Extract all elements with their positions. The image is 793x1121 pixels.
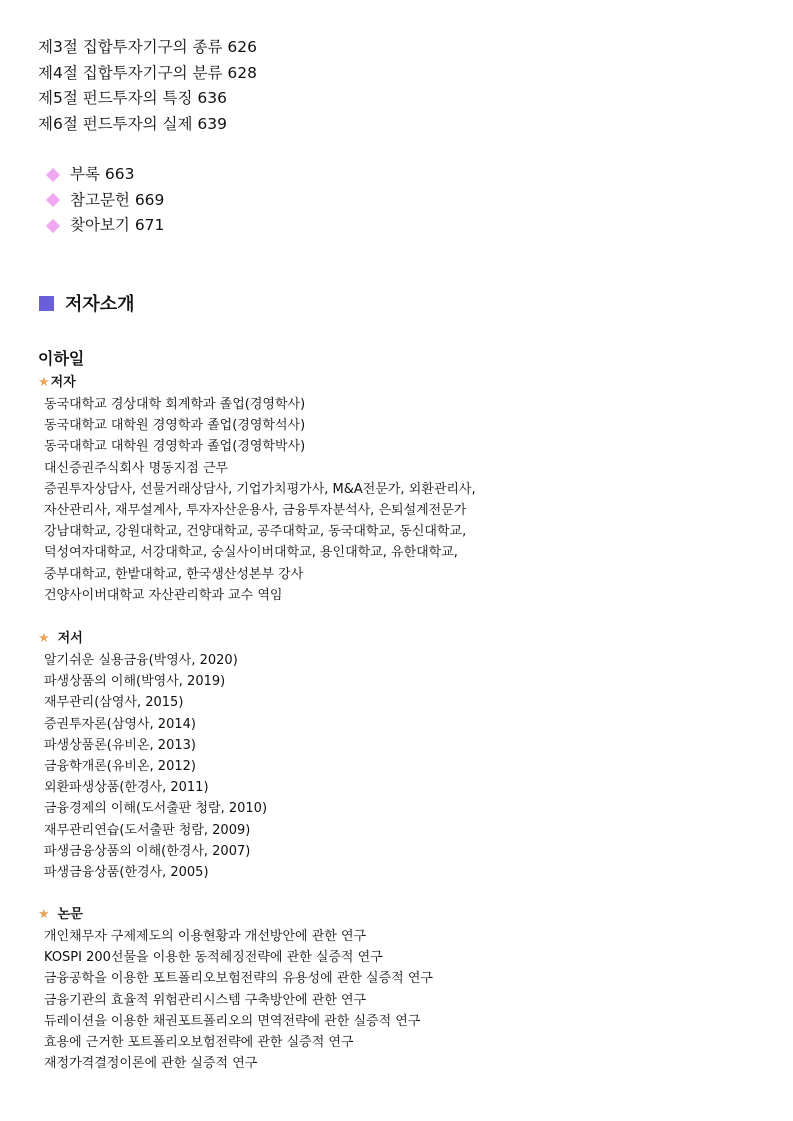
paper-item: 효용에 근거한 포트폴리오보험전략에 관한 실증적 연구: [44, 1034, 354, 1050]
paper-item: 금융기관의 효율적 위험관리시스템 구축방안에 관한 연구: [44, 992, 367, 1008]
profile-block: [38, 372, 476, 606]
toc-appendix-label: 부록 663: [70, 165, 135, 183]
toc-chapter-item: 제5절 펀드투자의 특징 636: [38, 89, 227, 107]
star-icon: ★: [38, 375, 50, 390]
book-item: 금융경제의 이해(도서출판 청람, 2010): [44, 801, 268, 817]
toc-appendix-item: [46, 213, 164, 239]
toc-appendix-item: [46, 188, 164, 214]
toc-appendix-label: 참고문헌 669: [70, 190, 165, 209]
paper-item: 듀레이션을 이용한 채권포트폴리오의 면역전략에 관한 실증적 연구: [44, 1013, 421, 1029]
profile-item: 동국대학교 대학원 경영학과 졸업(경영학석사): [44, 418, 306, 434]
paper-item: 금융공학을 이용한 포트폴리오보험전략의 유용성에 관한 실증적 연구: [44, 971, 433, 987]
profile-item: 동국대학교 대학원 경영학과 졸업(경영학박사): [44, 439, 306, 455]
books-block: [38, 628, 267, 883]
books-list: [38, 650, 267, 883]
book-item: 파생금융상품의 이해(한경사, 2007): [44, 843, 251, 859]
author-section-title: 저자소개: [65, 294, 135, 315]
book-item: 파생금융상품(한경사, 2005): [44, 864, 209, 880]
profile-item: 증권투자상담사, 선물거래상담사, 기업가치평가사, M&A전문가, 외환관리사,: [44, 481, 476, 497]
book-item: 재무관리연습(도서출판 청람, 2009): [44, 822, 251, 838]
book-item: 금융학개론(유비온, 2012): [44, 758, 196, 774]
book-item: 재무관리(삼영사, 2015): [44, 695, 184, 711]
toc-appendix-item: [46, 162, 164, 188]
star-icon: ★: [38, 631, 50, 646]
profile-item: 동국대학교 경상대학 회계학과 졸업(경영학사): [44, 397, 306, 412]
papers-block: [38, 904, 433, 1074]
toc-appendix-label: 찾아보기 671: [70, 216, 165, 234]
diamond-bullet-icon: [46, 168, 60, 182]
profile-item: 자산관리사, 재무설계사, 투자자산운용사, 금융투자분석사, 은퇴설계전문가: [44, 502, 467, 518]
profile-item: 중부대학교, 한밭대학교, 한국생산성본부 강사: [44, 566, 304, 582]
book-item: 외환파생상품(한경사, 2011): [44, 780, 209, 796]
author-section-heading: [39, 290, 135, 316]
profile-heading: [38, 372, 476, 394]
papers-list: [38, 926, 433, 1074]
paper-item: 개인채무자 구제제도의 이용현황과 개선방안에 관한 연구: [44, 929, 367, 944]
profile-heading-label: 저자: [50, 375, 76, 390]
profile-item: 덕성여자대학교, 서강대학교, 숭실사이버대학교, 용인대학교, 유한대학교,: [44, 545, 458, 561]
toc-appendix-list: [46, 162, 164, 239]
toc-chapter-item: 제6절 펀드투자의 실제 639: [38, 114, 227, 133]
star-icon: ★: [38, 907, 50, 922]
book-item: 파생상품의 이해(박영사, 2019): [44, 674, 226, 690]
profile-item: 강남대학교, 강원대학교, 건양대학교, 공주대학교, 동국대학교, 동신대학교,: [44, 524, 467, 540]
toc-chapter-list: [38, 35, 257, 137]
paper-item: KOSPI 200선물을 이용한 동적헤징전략에 관한 실증적 연구: [44, 950, 383, 966]
profile-item: 대신증권주식회사 명동지점 근무: [44, 460, 229, 476]
author-name: 이하일: [38, 349, 85, 368]
toc-chapter-item: 제3절 집합투자기구의 종류 626: [38, 38, 257, 56]
book-item: 알기쉬운 실용금융(박영사, 2020): [44, 653, 238, 668]
papers-heading-label: 논문: [57, 907, 83, 922]
papers-heading: [38, 904, 433, 926]
book-item: 파생상품론(유비온, 2013): [44, 737, 196, 753]
toc-chapter-item: 제4절 집합투자기구의 분류 628: [38, 63, 257, 82]
profile-item: 건양사이버대학교 자산관리학과 교수 역임: [44, 587, 283, 603]
paper-item: 재정가격결정이론에 관한 실증적 연구: [44, 1056, 258, 1072]
diamond-bullet-icon: [46, 193, 60, 207]
books-heading: [38, 628, 267, 650]
books-heading-label: 저서: [57, 631, 83, 646]
square-bullet-icon: [39, 296, 54, 311]
profile-list: [38, 394, 476, 606]
book-item: 증권투자론(삼영사, 2014): [44, 716, 196, 732]
diamond-bullet-icon: [46, 219, 60, 233]
